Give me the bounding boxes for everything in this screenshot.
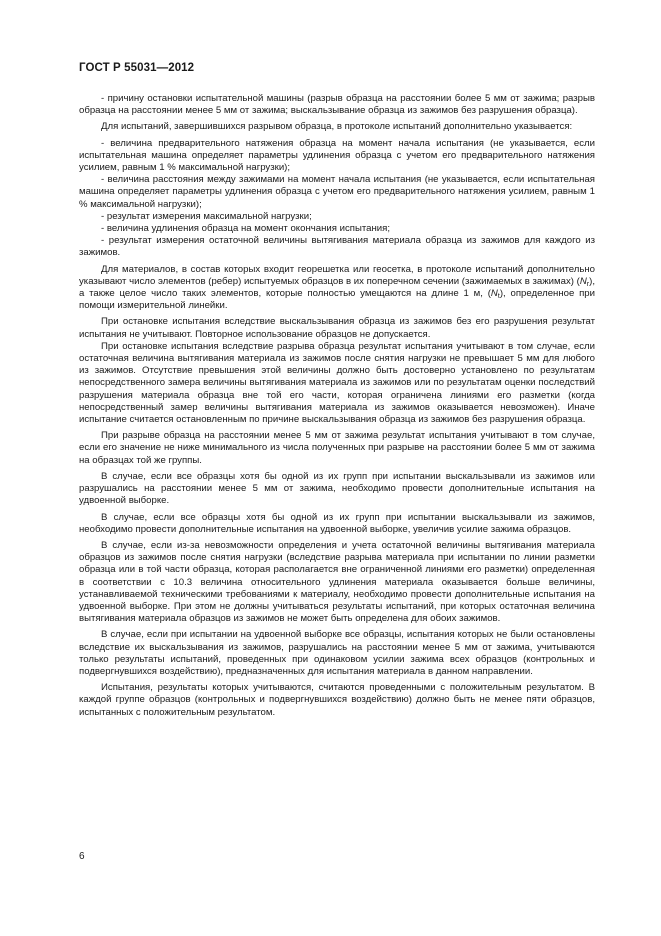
text-segment: Для материалов, в состав которых входит георешетка или геосетка, в протоколе испытаний дополнительно указывают число элементов (ребер) испытуемых образцов в их поперечном сечении (зажимаемых в зажимах) ( [79,263,595,287]
paragraph-with-symbols [79,264,595,313]
symbol-n-base: N [579,275,587,287]
paragraph: - величина удлинения образца на момент окончания испытания; [101,223,390,235]
symbol-n-subscript-t: t [497,293,500,301]
paragraph: При остановке испытания вследствие разрыва образца результат испытания учитывают в том случае, если остаточная величина вытягивания материала из зажимов после снятия нагрузки не превышает 5 мм для любого из зажимов. Отсутствие превышения этой величины должно быть достоверно установлено по результатам непосредственного замера величины вытягивания материала из зажимов или по результатам оценки последствий разрушения материала образца вне той его части, которая ограничена линиями его разметки (когда непосредственный замер величины вытягивания материала из зажимов оказывается невозможен). Иначе испытание считается остановленным по причине выскальзывания образца из зажимов без разрушения образца. [79,340,595,426]
paragraph: В случае, если все образцы хотя бы одной из их групп при испытании выскальзывали из зажимов, необходимо провести дополнительные испытания на удвоенной выборке, увеличив усилие зажима образцов. [79,511,595,535]
paragraph: - результат измерения остаточной величины вытягивания материала образца из зажимов для каждого из зажимов. [79,235,595,259]
paragraph: При разрыве образца на расстоянии менее 5 мм от зажима результат испытания учитывают в том случае, если его значение не ниже минимального из числа полученных при разрыве на расстоянии более 5 мм от зажима на образцах той же группы. [79,430,595,466]
symbol-n-base: N [490,288,498,300]
paragraph: В случае, если все образцы хотя бы одной из их групп при испытании выскальзывали из зажимов или разрушались на расстоянии менее 5 мм от зажима, необходимо провести дополнительные испытания на удвоенной выборке. [79,470,595,507]
page-header-standard-number: ГОСТ Р 55031—2012 [79,62,195,74]
paragraph: При остановке испытания вследствие выскальзывания образца из зажимов без его разрушения результат испытания не учитывают. Повторное использование образцов не допускается. [79,316,595,340]
paragraph: - величина предварительного натяжения образца на момент начала испытания (не указывается, если испытательная машина определяет параметры удлинения образца с учетом его предварительного натяжения усилием, равным 1 % максимальной нагрузки); [79,137,595,174]
paragraph: В случае, если из-за невозможности определения и учета остаточной величины вытягивания материала образцов из зажимов после снятия нагрузки (вследствие разрыва материала при испытании по линии разметки образца или в той части образца, которая располагается вне ограниченной линиями его разметки) определенная в соответствии с 10.3 величина относительного удлинения материала оказывается больше величины, устанавливаемой техническими требованиями к материалу, необходимо провести дополнительные испытания на удвоенной выборке. При этом не должны учитываться результаты испытаний, при которых остаточная величина вытягивания материала образцов из зажимов не может быть определена для обоих зажимов. [79,539,595,625]
paragraph: В случае, если при испытании на удвоенной выборке все образцы, испытания которых не были остановлены вследствие их выскальзывания из зажимов, разрушались на расстоянии менее 5 мм от зажима, учитываются только результаты испытаний, проведенных при одинаковом усилии зажима всех образцов (контрольных и подвергнувшихся воздействию), предназначенных для испытания материала в данном направлении. [79,629,595,677]
text-segment: ), определенное при помощи измерительной линейки. [79,288,595,312]
symbol-n-subscript-r: r [586,280,590,288]
page-number: 6 [79,851,85,862]
paragraph: Испытания, результаты которых учитываются, считаются проведенными с положительным результатом. В каждой группе образцов (контрольных и подвергнувшихся воздействию) должно быть не менее пяти образцов, испытанных с положительным результатом. [79,682,595,718]
body-text [79,93,595,719]
paragraph: - результат измерения максимальной нагрузки; [101,210,312,222]
paragraph: - причину остановки испытательной машины (разрыв образца на расстоянии более 5 мм от зажима; разрыв образца на расстоянии менее 5 мм от зажима; выскальзывание образца из зажимов без разрушения образца). [79,93,595,117]
paragraph: Для испытаний, завершившихся разрывом образца, в протоколе испытаний дополнительно указывается: [101,121,573,133]
text-segment: ), а также целое число таких элементов, которые полностью умещаются на длине 1 м, ( [79,275,595,300]
paragraph: - величина расстояния между зажимами на момент начала испытания (не указывается, если испытательная машина определяет параметры удлинения образца с учетом его предварительного натяжения усилием, равным 1 % максимальной нагрузки); [79,174,595,210]
